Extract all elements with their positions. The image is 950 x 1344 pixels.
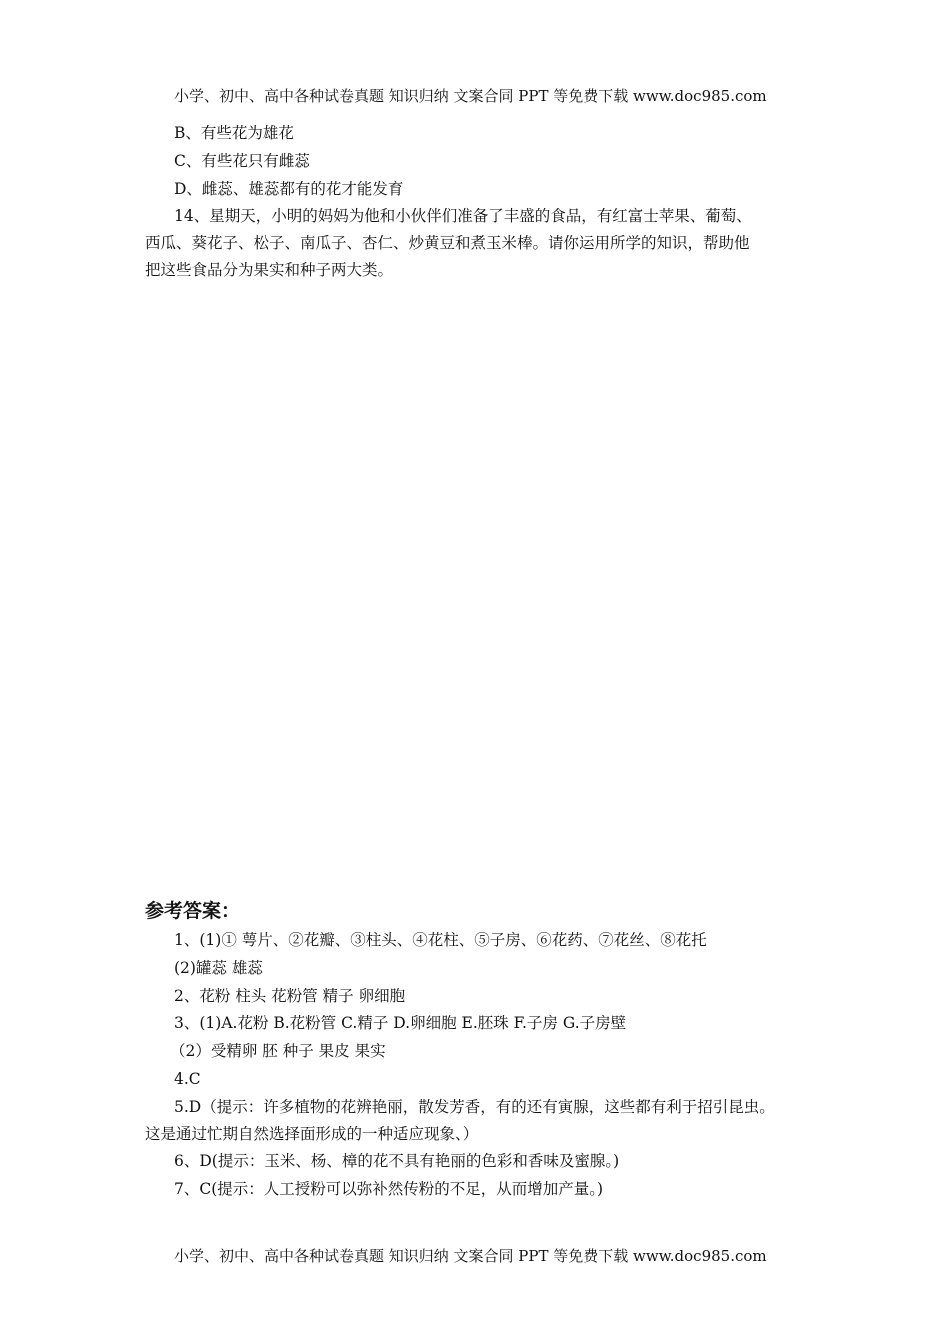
answer-5: 5.D（提示：许多植物的花辨艳丽，散发芳香，有的还有寅腺，这些都有利于招引昆虫。 — [174, 1098, 775, 1116]
answers-heading: 参考答案： — [145, 900, 241, 922]
answer-7: 7、C(提示：人工授粉可以弥补然传粉的不足，从而增加产量。) — [174, 1180, 604, 1198]
answer-1: 1、(1)① 萼片、②花瓣、③柱头、④花柱、⑤子房、⑥花药、⑦花丝、⑧花托 — [174, 931, 707, 949]
option-b: B、有些花为雄花 — [174, 124, 294, 142]
answer-3-part-2: （2）受精卵 胚 种子 果皮 果实 — [170, 1042, 386, 1060]
option-c: C、有些花只有雌蕊 — [174, 152, 310, 170]
option-d: D、雌蕊、雄蕊都有的花才能发育 — [174, 180, 404, 198]
page-footer: 小学、初中、高中各种试卷真题 知识归纳 文案合同 PPT 等免费下载 www.doc985.com — [174, 1247, 767, 1265]
answer-4: 4.C — [174, 1070, 201, 1088]
answer-2: 2、花粉 柱头 花粉管 精子 卵细胞 — [174, 987, 406, 1005]
answer-6: 6、D(提示：玉米、杨、樟的花不具有艳丽的色彩和香味及蜜腺。) — [174, 1152, 620, 1170]
page-header: 小学、初中、高中各种试卷真题 知识归纳 文案合同 PPT 等免费下载 www.doc985.com — [174, 87, 767, 105]
question-14-line-3: 把这些食品分为果实和种子两大类。 — [145, 261, 394, 279]
answer-5-part-2: 这是通过忙期自然选择面形成的一种适应现象、） — [145, 1125, 479, 1143]
question-14-line-2: 西瓜、葵花子、松子、南瓜子、杏仁、炒黄豆和煮玉米棒。请你运用所学的知识，帮助他 — [145, 234, 750, 252]
question-14-line-1: 14、星期天，小明的妈妈为他和小伙伴们准备了丰盛的食品，有红富士苹果、葡萄、 — [174, 207, 752, 225]
answer-1-part-2: (2)罐蕊 雄蕊 — [174, 959, 263, 977]
answer-3: 3、(1)A.花粉 B.花粉管 C.精子 D.卵细胞 E.胚珠 F.子房 G.子房壁 — [174, 1014, 627, 1032]
